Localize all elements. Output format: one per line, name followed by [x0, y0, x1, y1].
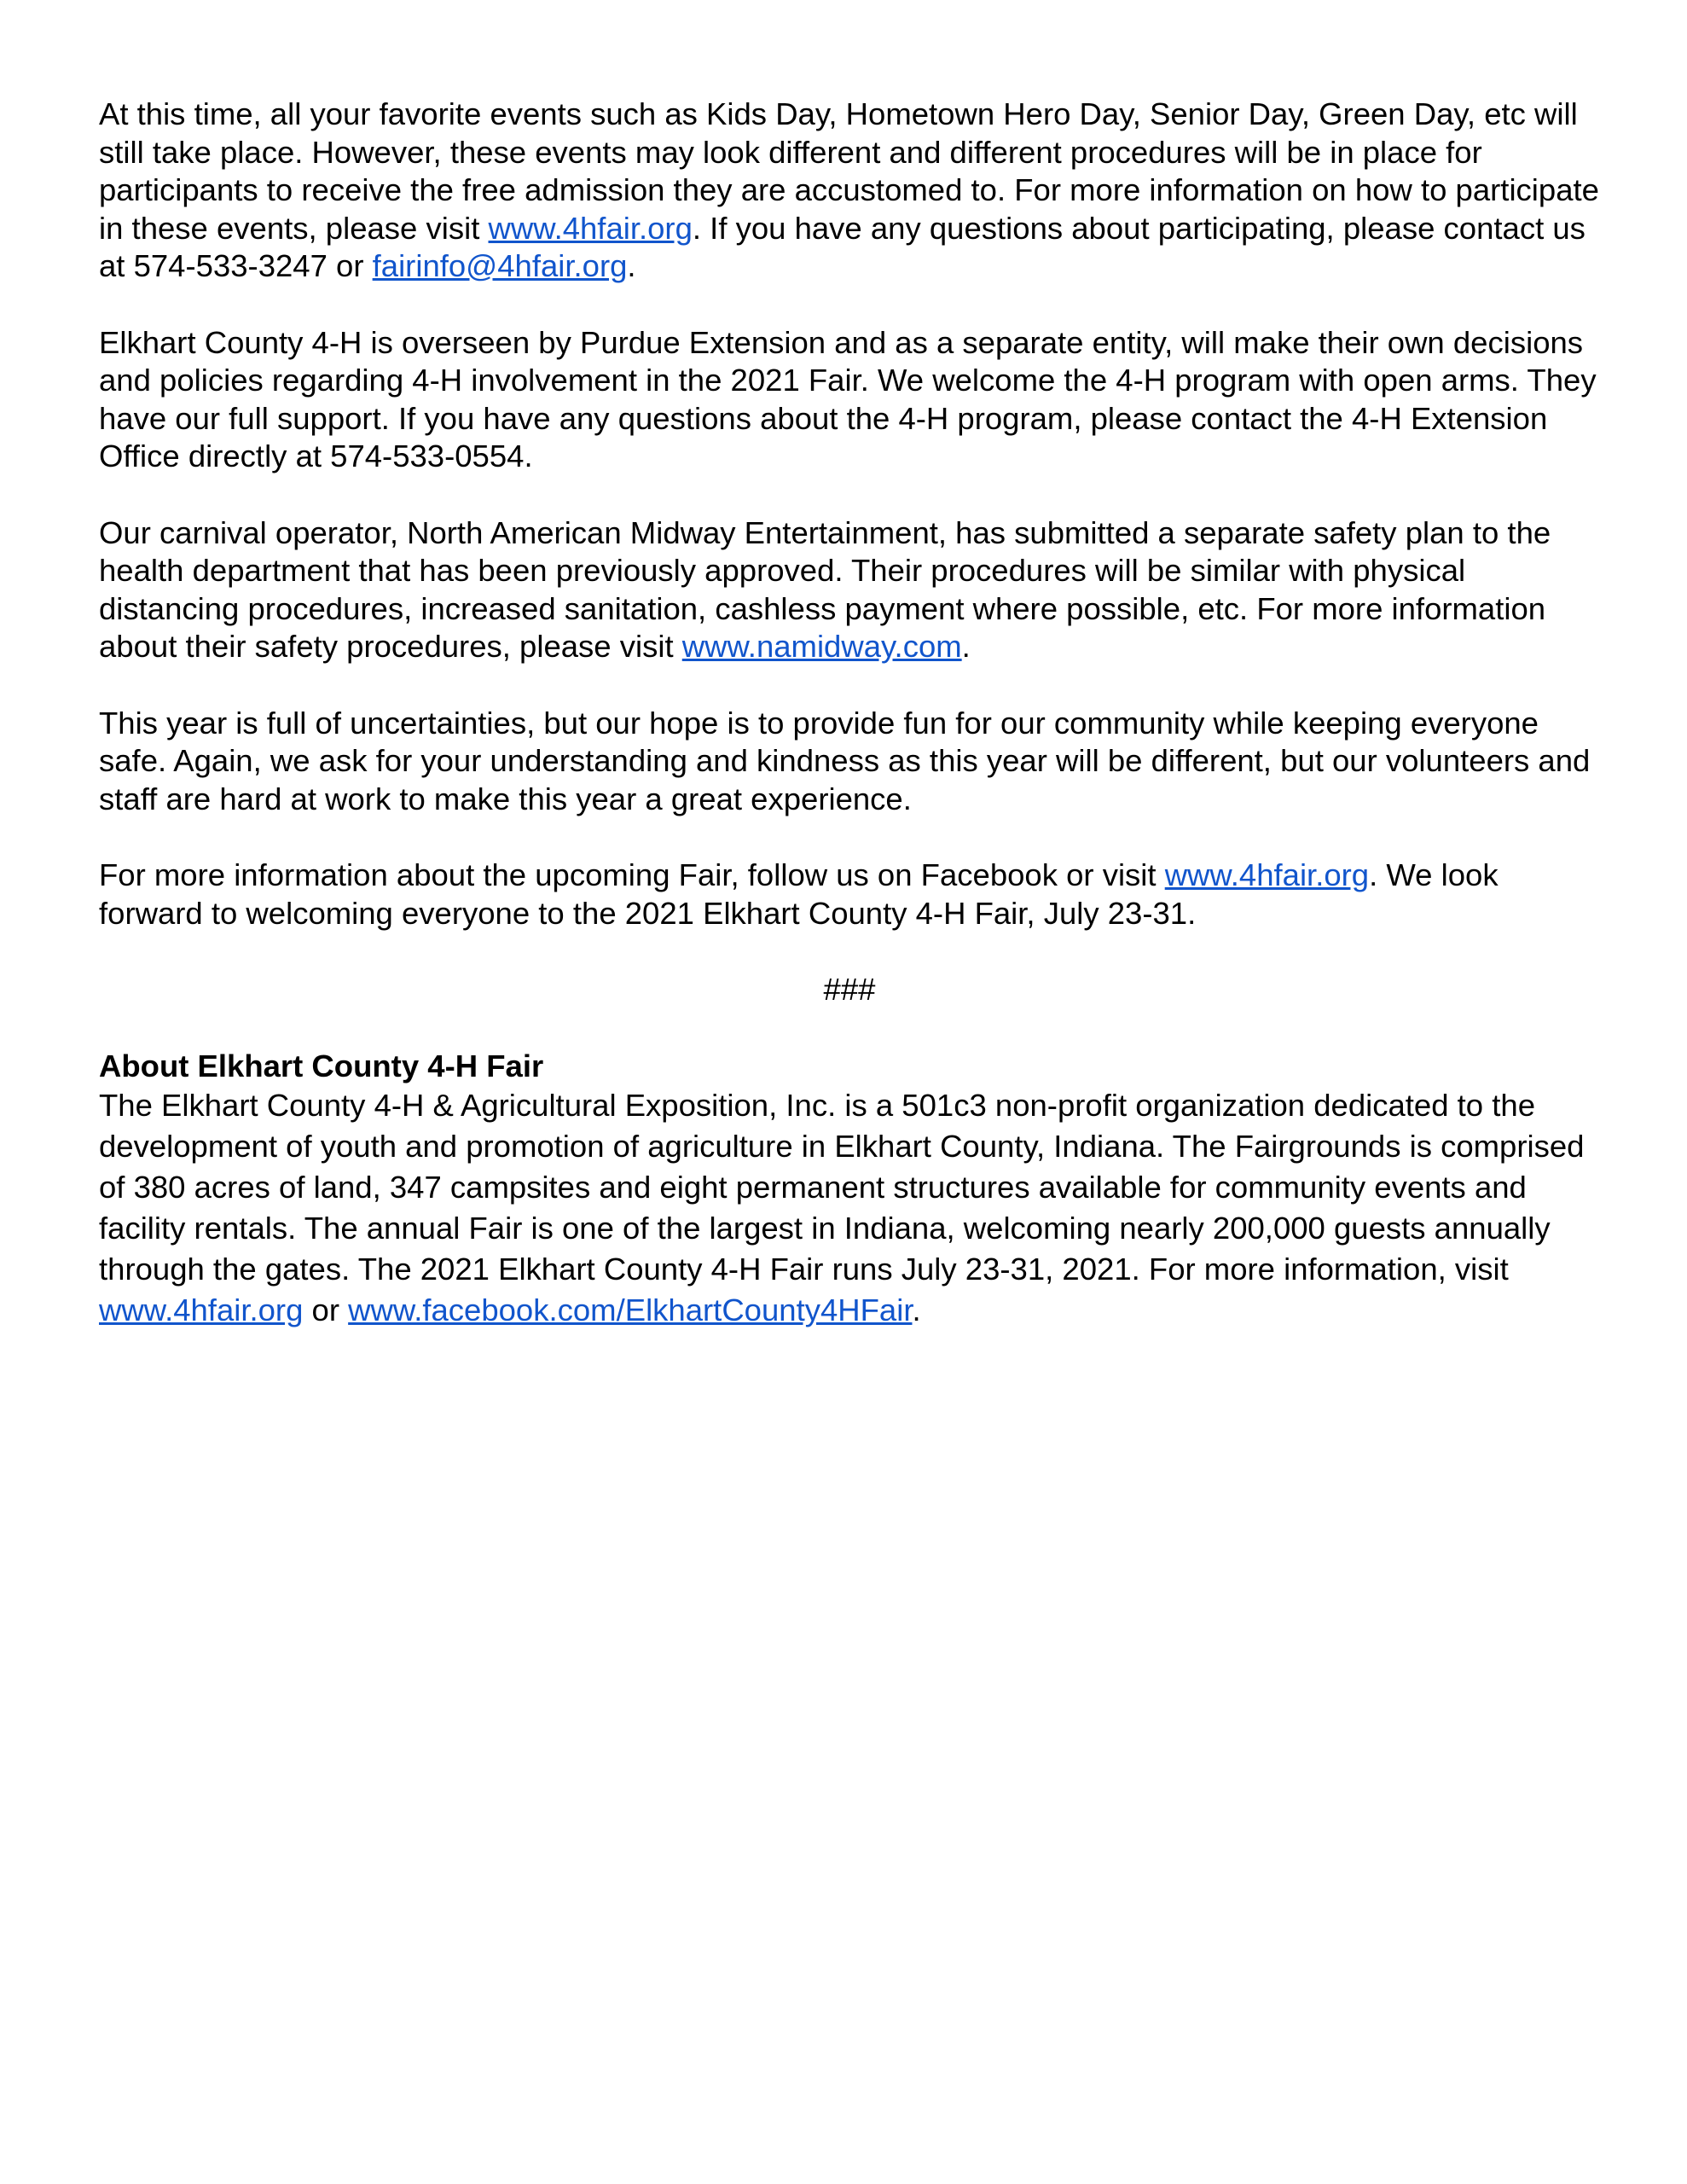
paragraph-carnival: [99, 514, 1600, 666]
email-link[interactable]: fairinfo@4hfair.org: [372, 248, 628, 283]
paragraph-text: Our carnival operator, North American Midway Entertainment, has submitted a separate safety plan to the health department that has been previously approved. Their procedures will be similar with physical distancing procedures, increased sanitation, cashless payment where possible, etc. For more information about their safety procedures, please visit: [99, 514, 1551, 664]
paragraph-more-info: [99, 857, 1600, 932]
paragraph-text: .: [912, 1292, 921, 1327]
paragraph-text: or: [303, 1292, 349, 1327]
paragraph-text: At this time, all your favorite events such as Kids Day, Hometown Hero Day, Senior Day, Green Day, etc will still take place. However, these events may look different and different procedures will be in place for participants to receive the free admission they are accustomed to. For more information on how to participate in these events, please visit: [99, 96, 1599, 246]
end-mark: ###: [823, 972, 876, 1007]
document-page: [99, 96, 1600, 1331]
paragraph-text: Elkhart County 4-H is overseen by Purdue Extension and as a separate entity, will make their own decisions and policies regarding 4-H involvement in the 2021 Fair. We welcome the 4-H program with open arms. They have our full support. If you have any questions about the 4-H program, please contact the 4-H Extension Office directly at 574-533-0554.: [99, 324, 1597, 473]
paragraph-text: The Elkhart County 4-H & Agricultural Exposition, Inc. is a 501c3 non-profit organization dedicated to the development of youth and promotion of agriculture in Elkhart County, Indiana. The Fairgrounds is comprised of 380 acres of land, 347 campsites and eight permanent structures available for community events and facility rentals. The annual Fair is one of the largest in Indiana, welcoming nearly 200,000 guests annually through the gates. The 2021 Elkhart County 4-H Fair runs July 23-31, 2021. For more information, visit: [99, 1088, 1585, 1287]
paragraph-4h-program: [99, 324, 1600, 476]
website-link[interactable]: www.4hfair.org: [488, 210, 693, 246]
website-link[interactable]: www.4hfair.org: [1164, 857, 1370, 892]
paragraph-text: .: [961, 629, 971, 664]
about-heading: About Elkhart County 4-H Fair: [99, 1048, 544, 1083]
paragraph-text: . If you have any questions about participating, please contact us at 574-533-3247 or: [99, 210, 1586, 283]
paragraph-events: [99, 96, 1600, 286]
paragraph-text: . We look forward to welcoming everyone to the 2021 Elkhart County 4-H Fair, July 23-31.: [99, 857, 1499, 931]
paragraph-uncertainties: [99, 705, 1600, 819]
about-paragraph: [99, 1085, 1600, 1331]
paragraph-text: For more information about the upcoming Fair, follow us on Facebook or visit: [99, 857, 1165, 892]
website-link[interactable]: www.4hfair.org: [99, 1292, 304, 1327]
paragraph-text: .: [627, 248, 636, 283]
facebook-link[interactable]: www.facebook.com/ElkhartCounty4HFair: [348, 1292, 913, 1327]
namidway-link[interactable]: www.namidway.com: [681, 629, 962, 664]
paragraph-text: This year is full of uncertainties, but our hope is to provide fun for our community while keeping everyone safe. Again, we ask for your understanding and kindness as this year will be different, but our volunteers and staff are hard at work to make this year a great experience.: [99, 705, 1591, 816]
